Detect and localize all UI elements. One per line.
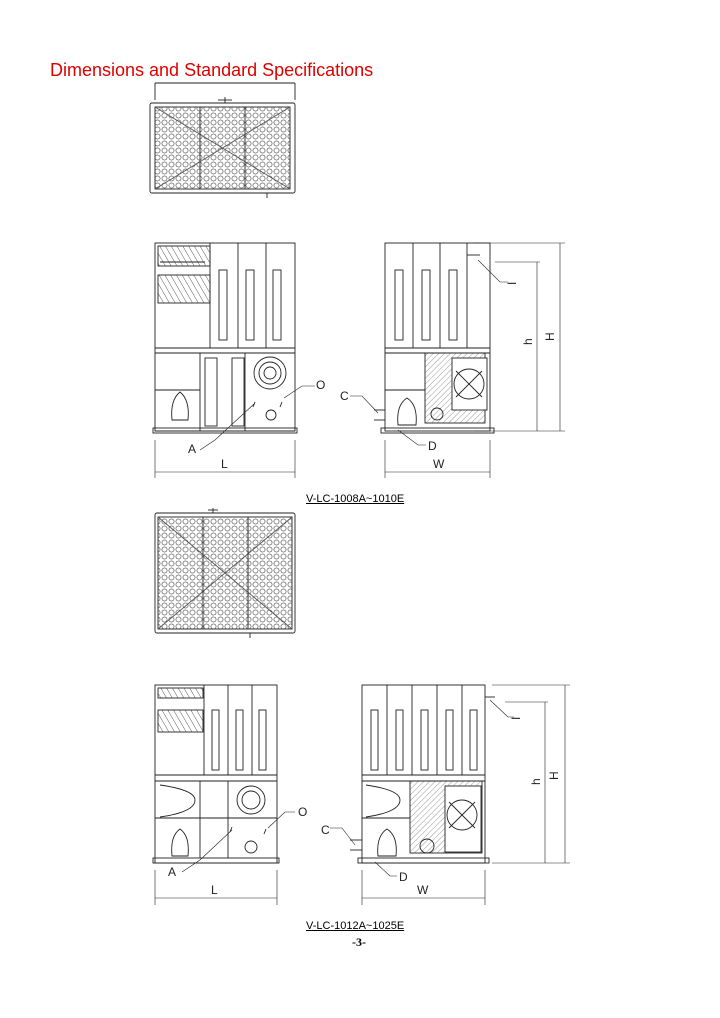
front-view-1 (153, 243, 297, 433)
front-view-2 (153, 685, 279, 863)
label-h-small-2: h (529, 778, 543, 785)
side-view-1 (374, 243, 494, 433)
label-o-2: O (298, 805, 308, 819)
label-d-2: D (399, 870, 408, 884)
top-view-2 (155, 508, 295, 638)
side-view-2 (350, 685, 495, 863)
label-l-2: L (211, 883, 218, 897)
page-title: Dimensions and Standard Specifications (50, 60, 374, 80)
label-l-1: L (221, 457, 228, 471)
caption-model-range-1: V-LC-1008A~1010E (306, 493, 405, 505)
label-c-1: C (340, 389, 349, 403)
page-number: -3- (352, 935, 366, 949)
label-c-2: C (321, 823, 330, 837)
label-i-1: I (505, 281, 519, 285)
caption-model-range-2: V-LC-1012A~1025E (306, 920, 405, 932)
label-i-2: I (509, 716, 523, 720)
label-o-1: O (316, 378, 326, 392)
label-h-big-1: H (543, 332, 557, 341)
label-h-big-2: H (547, 771, 561, 780)
label-w-2: W (417, 883, 429, 897)
label-d-1: D (428, 439, 437, 453)
label-w-1: W (433, 457, 445, 471)
label-a-2: A (168, 865, 177, 879)
label-h-small-1: h (521, 338, 535, 345)
top-view-1 (150, 83, 295, 198)
label-a-1: A (188, 442, 197, 456)
